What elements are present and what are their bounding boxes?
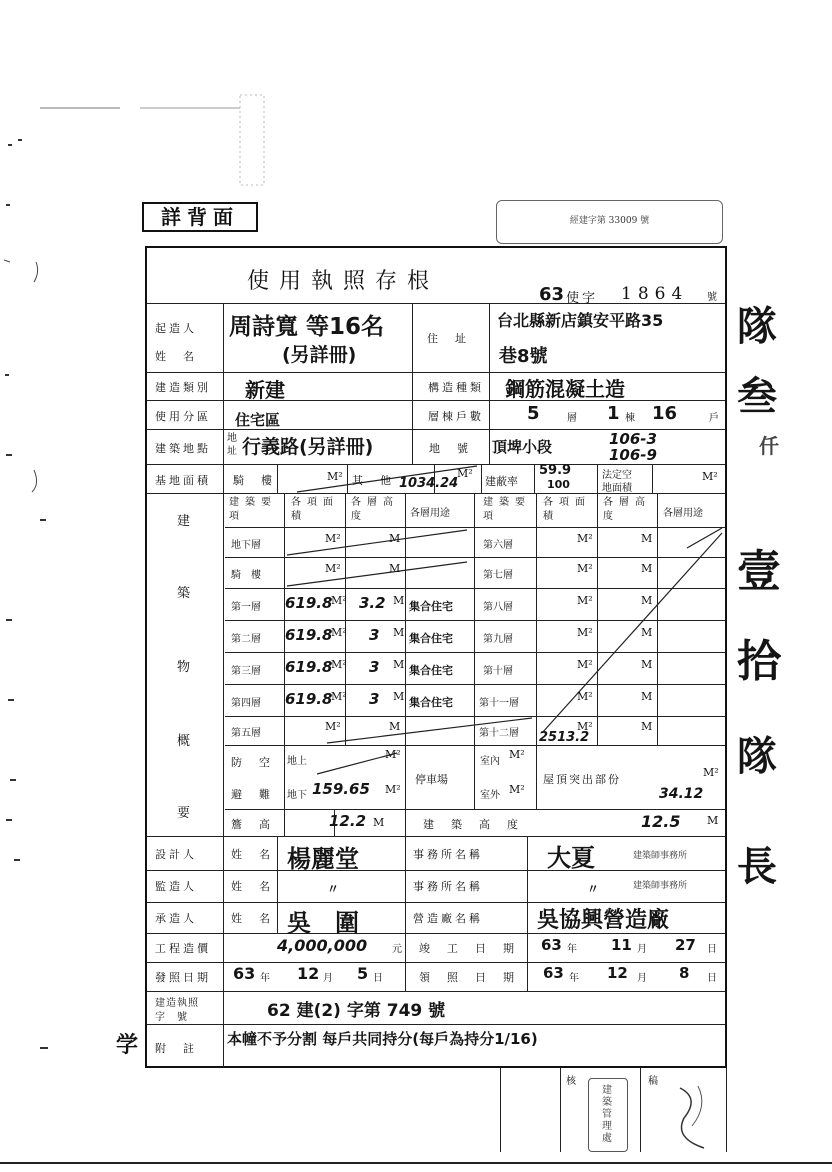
- stamp-label: 詳背面: [161, 205, 239, 229]
- zone-value: 住宅區: [235, 411, 281, 429]
- category-value: 新建: [245, 378, 285, 402]
- supervisor-office-stamp: 建築師事務所: [633, 881, 688, 891]
- contractor-label: 承造人: [155, 912, 197, 925]
- receive-date-label: 領 照 日 期: [419, 971, 517, 984]
- contractor-company: 吳協興營造廠: [537, 908, 670, 933]
- other-label: 其 他: [352, 474, 394, 487]
- license-number-suffix: 號: [707, 292, 717, 303]
- designer-label: 設計人: [155, 848, 197, 861]
- receive-month: 12: [607, 964, 628, 982]
- builder-name: 周詩寬 等16名: [229, 314, 385, 340]
- below-ground-value: 159.65: [312, 780, 370, 798]
- floor-height: 3.2: [359, 594, 386, 612]
- license-form: 使用執照存根 63 使字 1864 號 起造人 姓 名 周詩寬 等16名 (另詳冊) 住 址 台北縣新店鎮安平路35 巷8號 建造類別 新建 構造種類 鋼筋混凝土造 使用分區 住宅區 層棟戶數 5 層 1 棟 16 戶 建築地點 地址 行義路(另詳冊) 地 號 頂埤小段 106-3 106-9 基地面積 騎 樓 M² 其 他 M² 1034.24 建蔽率 59.9 100 法定空 地面積 M² 建 築 物 概 要 建築要項 各項面積 各層高度 各層用途 建築要項 各項面積 各層高度 各層用途 地下層 騎 樓 第一層 第二層 第三層 第四層 第五層 619.8 619.8 619.8 619.8 3.2 3 3 3 集合住宅 集合住宅 集合住宅 集合住宅 M² M M² M M² M M² M M² M M² M M² M 第六層 第七層 第八層 第九層 第十層 第十一層 第十二層 2513.2 M² M M² M M² M M² M M² M M² M M² M 防 空 避 難 地上 M² 地下 159.65 M² 停車場 室內 M² 室外 M² 屋頂突出部份 M² 34.12 簷 高 12.2 M 建 築 高 度 12.5 M 設計人 姓 名 楊麗堂 事務所名稱 大夏 建築師事務所 監造人 姓 名 〃 事務所名稱 〃 建築師事務所 承造人 姓 名 吳 圍 營造廠名稱 吳協興營造廠 工程造價 4,000,000 元 竣 工 日 期 63 年 11 月 27 日 發照日期 63 年 12 月 5 日 領 照 日 期 63 年 12 月 8 日 建造執照 字 號 62 建(2) 字第 749 號 附 註 本幢不予分割 每戶共同持分(每戶為持分1/16): [145, 246, 727, 1068]
- floor-name: 第二層: [231, 634, 261, 645]
- margin-right-column: [737, 295, 797, 995]
- designer-office-stamp: 建築師事務所: [633, 851, 688, 861]
- building-height-label: 建 築 高 度: [423, 818, 521, 831]
- parking-outdoor-label: 室外: [480, 790, 500, 801]
- contractor-name-label: 姓 名: [231, 912, 273, 925]
- floor-name: 第八層: [483, 602, 513, 613]
- floor-name: 第三層: [231, 666, 261, 677]
- col-header-item-r: 建築要項: [483, 497, 531, 522]
- permit-number: 62 建(2) 字第 749 號: [267, 1001, 446, 1021]
- coverage-denominator: 100: [547, 478, 570, 491]
- building-side-label: 建 築 物 概 要: [177, 514, 191, 821]
- supervisor-name: 〃: [327, 882, 340, 896]
- floor-height: 3: [369, 626, 380, 644]
- designer-office: 大夏: [547, 844, 595, 872]
- margin-char: 隊: [737, 304, 777, 350]
- cost-value: 4,000,000: [277, 936, 368, 955]
- floor-name: 地下層: [231, 540, 261, 551]
- floor-name: 第十一層: [479, 698, 519, 709]
- arcade-label: 騎 樓: [233, 474, 275, 487]
- designer-name-label: 姓 名: [231, 848, 273, 861]
- col-header-item: 建築要項: [229, 497, 277, 522]
- arcade-unit: M²: [327, 470, 343, 483]
- permit-label-1: 建造執照: [155, 998, 199, 1009]
- lot-label: 地 號: [429, 442, 471, 455]
- floor-name: 第五層: [231, 728, 261, 739]
- col-header-area-r: 各項面積: [543, 497, 591, 522]
- building-height-value: 12.5: [641, 812, 681, 831]
- address-line-1: 台北縣新店鎮安平路35: [497, 311, 664, 330]
- households-value: 16: [652, 403, 678, 424]
- floor-name: 第四層: [231, 698, 261, 709]
- other-unit: M²: [457, 467, 473, 480]
- issue-year: 63: [233, 964, 256, 983]
- floor-name: 第九層: [483, 634, 513, 645]
- supervisor-name-label: 姓 名: [231, 880, 273, 893]
- floor-height: 3: [369, 690, 380, 708]
- receive-day: 8: [679, 964, 690, 982]
- coverage-label: 建蔽率: [485, 475, 518, 488]
- lot-number-2: 106-9: [609, 446, 657, 464]
- margin-char: 長: [737, 844, 777, 890]
- floor-name: 第六層: [483, 540, 513, 551]
- floors-unit: 層: [567, 413, 577, 424]
- completion-day: 27: [675, 936, 696, 954]
- note-value: 本幢不予分割 每戶共同持分(每戶為持分1/16): [227, 1030, 538, 1048]
- check-label: 稿: [648, 1076, 658, 1087]
- margin-left-char: 学: [116, 1033, 139, 1058]
- issue-day: 5: [357, 964, 369, 983]
- license-number-series: 使字: [566, 291, 599, 306]
- address-label: 住 址: [427, 332, 469, 345]
- permit-label-2: 字 號: [155, 1012, 188, 1023]
- zone-label: 使用分區: [155, 410, 211, 423]
- floor-area: 619.8: [285, 690, 333, 708]
- issue-month: 12: [297, 964, 320, 983]
- cost-unit: 元: [392, 944, 402, 955]
- contractor-company-label: 營造廠名稱: [413, 912, 483, 925]
- roof-label: 屋頂突出部份: [543, 773, 621, 786]
- buildings-unit: 棟: [625, 413, 635, 424]
- supervisor-office-label: 事務所名稱: [413, 880, 483, 893]
- completion-year: 63: [541, 936, 562, 954]
- stamp-label-box: [142, 202, 258, 232]
- floor-use: 集合住宅: [409, 632, 453, 645]
- floor-area: 619.8: [285, 626, 333, 644]
- structure-value: 鋼筋混凝土造: [505, 377, 625, 401]
- col-header-height-r: 各層高度: [603, 497, 651, 522]
- col-header-area: 各項面積: [291, 497, 339, 522]
- margin-char: 拾: [737, 636, 781, 687]
- basearea-label: 基地面積: [155, 474, 211, 487]
- site-value: 行義路(另詳冊): [242, 436, 374, 458]
- col-header-height: 各層高度: [351, 497, 399, 522]
- signature-scribble: [670, 1078, 720, 1152]
- coverage-value: 59.9: [539, 463, 572, 478]
- margin-char: 叁: [737, 374, 777, 420]
- structure-label: 構造種類: [428, 381, 484, 394]
- issue-date-label: 發照日期: [155, 971, 211, 984]
- col-header-use-r: 各層用途: [663, 508, 703, 519]
- lot-area: 頂埤小段: [492, 438, 553, 456]
- review-label: 核: [566, 1076, 576, 1087]
- margin-char: 隊: [737, 734, 777, 780]
- parking-label: 停車場: [415, 773, 448, 786]
- completion-month: 11: [611, 936, 632, 954]
- floor-area: 619.8: [285, 594, 333, 612]
- license-number: 1864: [621, 284, 689, 304]
- col-header-use: 各層用途: [410, 508, 450, 519]
- builder-name-note: (另詳冊): [282, 344, 357, 366]
- legal-open-label-2: 地面積: [602, 483, 632, 494]
- eave-value: 12.2: [329, 812, 367, 830]
- floor-name: 第十二層: [479, 728, 519, 739]
- contractor-name: 吳 圍: [287, 909, 359, 937]
- buildings-value: 1: [607, 403, 620, 424]
- cost-label: 工程造價: [155, 942, 211, 955]
- side-note: 經建字第 33009 號: [496, 200, 723, 244]
- total-area-note: 2513.2: [539, 730, 590, 745]
- floor-area: 619.8: [285, 658, 333, 676]
- form-title: 使用執照存根: [247, 269, 440, 294]
- note-label: 附 註: [155, 1042, 197, 1055]
- floor-name: 第一層: [231, 602, 261, 613]
- approval-stamp: 建築管理處: [588, 1078, 628, 1152]
- floor-height: 3: [369, 658, 380, 676]
- households-unit: 戶: [709, 413, 719, 424]
- receive-year: 63: [543, 964, 564, 982]
- category-label: 建造類別: [155, 381, 211, 394]
- designer-office-label: 事務所名稱: [413, 848, 483, 861]
- parking-indoor-label: 室內: [480, 756, 500, 767]
- site-sublabel: 地址: [227, 433, 237, 457]
- site-label: 建築地點: [155, 442, 211, 455]
- floor-use: 集合住宅: [409, 664, 453, 677]
- supervisor-office: 〃: [587, 882, 600, 896]
- designer-name: 楊麗堂: [287, 845, 359, 873]
- above-ground-label: 地上: [287, 756, 307, 767]
- floors-value: 5: [527, 403, 540, 424]
- footer-approvals: [500, 1068, 727, 1156]
- license-number-prefix: 63: [539, 284, 565, 305]
- floor-name: 第十層: [483, 666, 513, 677]
- eave-label: 簷 高: [231, 818, 273, 831]
- other-value: 1034.24: [399, 476, 459, 491]
- evac-label: 避 難: [231, 788, 273, 801]
- floor-use: 集合住宅: [409, 696, 453, 709]
- floor-name: 第七層: [483, 570, 513, 581]
- margin-char: 仟: [759, 434, 779, 458]
- builder-label: 起造人: [155, 322, 197, 335]
- roof-value: 34.12: [659, 786, 704, 802]
- legal-open-unit: M²: [702, 470, 718, 483]
- floor-name: 騎 樓: [231, 570, 261, 581]
- completion-label: 竣 工 日 期: [419, 942, 517, 955]
- floors-label: 層棟戶數: [428, 410, 484, 423]
- supervisor-label: 監造人: [155, 880, 197, 893]
- shelter-label: 防 空: [231, 756, 273, 769]
- floor-use: 集合住宅: [409, 600, 453, 613]
- lot-number-1: 106-3: [609, 430, 657, 448]
- margin-char: 壹: [737, 546, 781, 597]
- address-line-2: 巷8號: [499, 346, 548, 367]
- builder-name-label: 姓 名: [155, 350, 197, 363]
- below-ground-label: 地下: [287, 790, 307, 801]
- legal-open-label-1: 法定空: [602, 470, 632, 481]
